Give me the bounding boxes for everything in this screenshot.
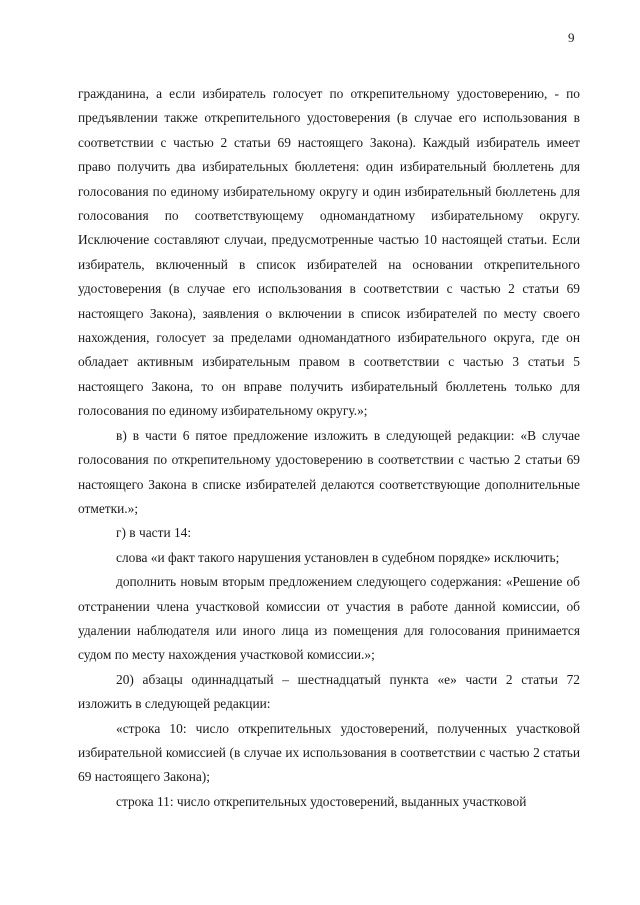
paragraph-item-20: 20) абзацы одиннадцатый – шестнадцатый пункта «е» части 2 статьи 72 изложить в следующей редакции: xyxy=(78,671,580,712)
paragraph-line-10: «строка 10: число открепительных удостоверений, полученных участковой избирательной комиссией (в случае их использования в соответствии с частью 2 статьи 69 настоящего Закона); xyxy=(78,720,580,785)
page-number: 9 xyxy=(568,30,575,45)
paragraph-continuation: гражданина, а если избиратель голосует по открепительному удостоверению, - по предъявлении также открепительного удостоверения (в случае его использования в соответствии с частью 2 статьи 69 настоящего Закона). Каждый избиратель имеет право получить два избирательных бюллетеня: один избирательный бюллетень для голосования по единому избирательному округу и один избирательный бюллетень для голосования по соответствующему одномандатному избирательному округу. Исключение составляют случаи, предусмотренные частью 10 настоящей статьи. Если избиратель, включенный в список избирателей на основании открепительного удостоверения (в случае его использования в соответствии с частью 2 статьи 69 настоящего Закона), заявления о включении в список избирателей по месту своего нахождения, голосует за пределами одномандатного избирательного округа, где он обладает активным избирательным правом в соответствии с частью 3 статьи 5 настоящего Закона, то он вправе получить избирательный бюллетень только для голосования по единому избирательному округу.»; xyxy=(78,86,580,419)
paragraph-line-11: строка 11: число открепительных удостоверений, выданных участковой xyxy=(116,793,527,809)
paragraph-add-sentence: дополнить новым вторым предложением следующего содержания: «Решение об отстранении члена участковой комиссии от участия в работе данной комиссии, об удалении наблюдателя или иного лица из помещения для голосования принимается судом по месту нахождения участковой комиссии.»; xyxy=(78,574,580,663)
paragraph-item-g: г) в части 14: xyxy=(116,525,192,541)
paragraph-item-v: в) в части 6 пятое предложение изложить в следующей редакции: «В случае голосования по открепительному удостоверению в соответствии с частью 2 статьи 69 настоящего Закона в списке избирателей делаются соответствующие дополнительные отметки.»; xyxy=(78,427,580,516)
document-body xyxy=(78,82,580,814)
paragraph-words-excluded: слова «и факт такого нарушения установлен в судебном порядке» исключить; xyxy=(116,549,560,565)
